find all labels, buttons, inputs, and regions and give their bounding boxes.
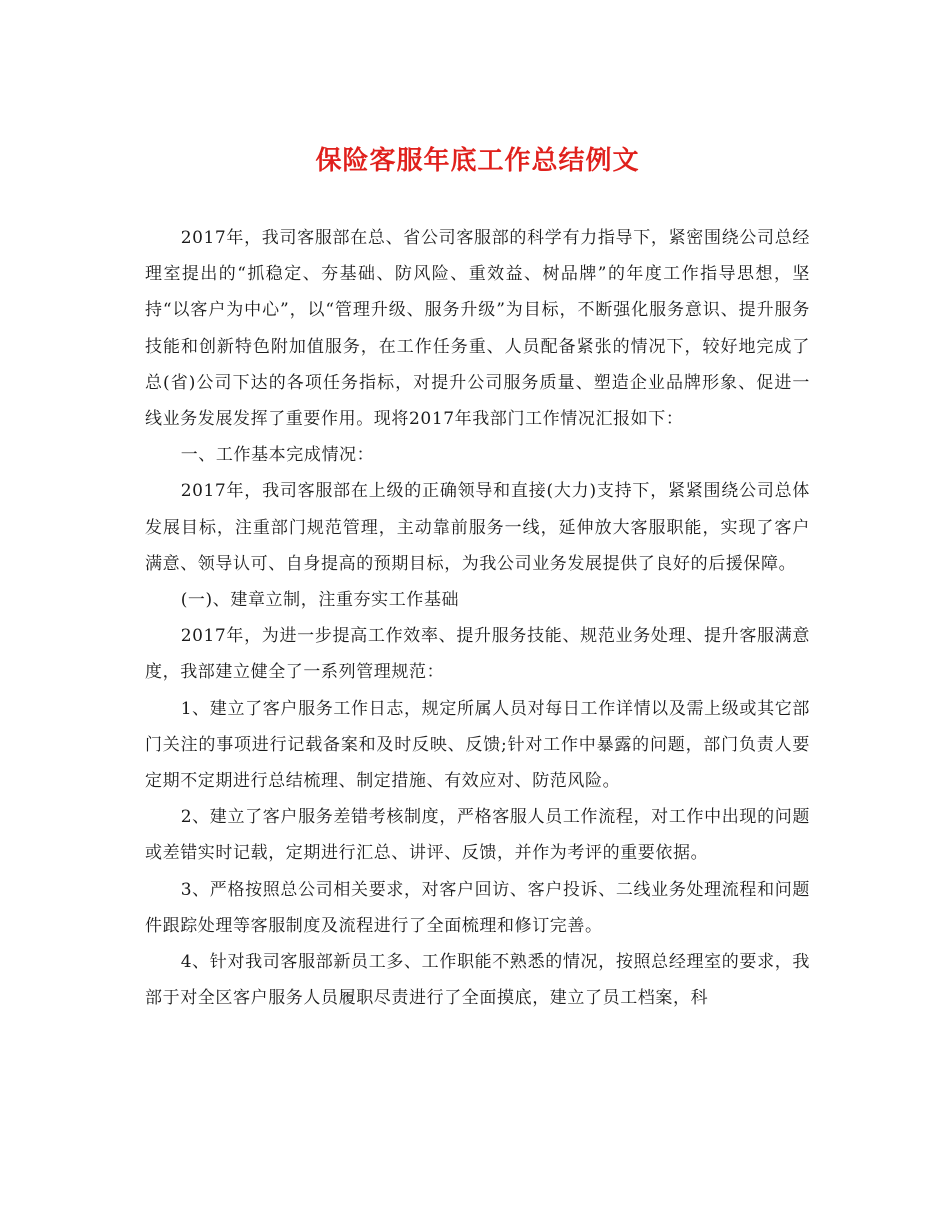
list-item-1: 1、建立了客户服务工作日志，规定所属人员对每日工作详情以及需上级或其它部门关注的事项进行记载备案和及时反映、反馈;针对工作中暴露的问题，部门负责人要定期不定期进行总结梳理、制定措施、有效应对、防范风险。 xyxy=(145,698,810,792)
document-page xyxy=(145,138,810,1016)
list-item-2: 2、建立了客户服务差错考核制度，严格客服人员工作流程，对工作中出现的问题或差错实时记载，定期进行汇总、讲评、反馈，并作为考评的重要依据。 xyxy=(145,807,810,864)
paragraph-intro: 2017年，我司客服部在总、省公司客服部的科学有力指导下，紧密围绕公司总经理室提出的“抓稳定、夯基础、防风险、重效益、树品牌”的年度工作指导思想，坚持“以客户为中心”，以“管理升级、服务升级”为目标，不断强化服务意识、提升服务技能和创新特色附加值服务，在工作任务重、人员配备紧张的情况下，较好地完成了总(省)公司下达的各项任务指标，对提升公司服务质量、塑造企业品牌形象、促进一线业务发展发挥了重要作用。现将2017年我部门工作情况汇报如下： xyxy=(145,228,810,430)
list-item-4: 4、针对我司客服部新员工多、工作职能不熟悉的情况，按照总经理室的要求，我部于对全区客户服务人员履职尽责进行了全面摸底，建立了员工档案，科 xyxy=(145,952,810,1009)
list-item-3: 3、严格按照总公司相关要求，对客户回访、客户投诉、二线业务处理流程和问题件跟踪处理等客服制度及流程进行了全面梳理和修订完善。 xyxy=(145,879,810,936)
document-body xyxy=(145,220,810,1016)
section-heading-1: 一、工作基本完成情况： xyxy=(180,445,375,466)
document-title: 保险客服年底工作总结例文 xyxy=(315,146,640,176)
paragraph-rules-intro: 2017年，为进一步提高工作效率、提升服务技能、规范业务处理、提升客服满意度，我部建立健全了一系列管理规范： xyxy=(145,626,810,683)
subsection-heading-1: (一)、建章立制，注重夯实工作基础 xyxy=(180,590,460,611)
paragraph-summary: 2017年，我司客服部在上级的正确领导和直接(大力)支持下，紧紧围绕公司总体发展目标，注重部门规范管理，主动靠前服务一线，延伸放大客服职能，实现了客户满意、领导认可、自身提高的预期目标，为我公司业务发展提供了良好的后援保障。 xyxy=(145,481,810,574)
